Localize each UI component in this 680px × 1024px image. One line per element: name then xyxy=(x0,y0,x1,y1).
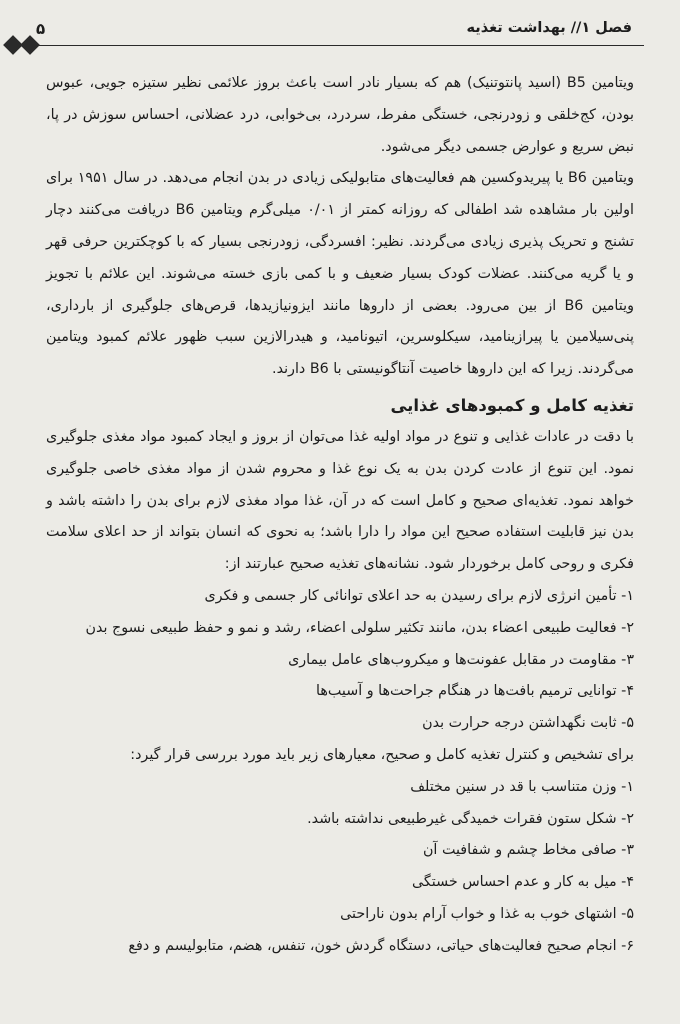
list-item: ۶- انجام صحیح فعالیت‌های حیاتی، دستگاه گردش خون، تنفس، هضم، متابولیسم و دفع xyxy=(128,937,634,954)
list-item: ۲- فعالیت طبیعی اعضاء بدن، مانند تکثیر سلولی اعضاء، رشد و نمو و حفظ طبیعی نسوج بدن xyxy=(85,619,634,636)
list-item: ۳- صافی مخاط چشم و شفافیت آن xyxy=(422,842,634,859)
list-item: ۴- توانایی ترمیم بافت‌ها در هنگام جراحت‌ها و آسیب‌ها xyxy=(315,683,634,700)
section-heading: تغذیه کامل و کمبودهای غذایی xyxy=(390,395,634,415)
criteria-intro: برای تشخیص و کنترل تغذیه کامل و صحیح، معیارهای زیر باید مورد بررسی قرار گیرد: xyxy=(130,746,634,763)
list-item: ۴- میل به کار و عدم احساس خستگی xyxy=(411,874,634,891)
section-paragraph: با دقت در عادات غذایی و تنوع در مواد اولیه غذا می‌توان از بروز و ایجاد کمبود مواد مغذی جلوگیری نمود. این تنوع از عادت کردن بدن به یک نوع غذا و محروم شدن از مواد مغذی خاصی جلوگیری خواهد نمود. تغذیه‌ای صحیح و کامل است که در آن، غذا مواد مغذی لازم برای بدن را داشته باشد و بدن نیز قابلیت استفاده صحیح این مواد را دارا باشد؛ به نحوی که انسان بتواند از حد اعلای سلامت فکری و روحی کامل برخوردار شود. نشانه‌های تغذیه صحیح عبارتند از: xyxy=(46,428,634,573)
list-item: ۵- اشتهای خوب به غذا و خواب آرام بدون ناراحتی xyxy=(340,905,634,922)
body-text xyxy=(46,68,634,963)
list-item: ۱- تأمین انرژی لازم برای رسیدن به حد اعلای توانائی کار جسمی و فکری xyxy=(204,587,634,604)
paragraph-vitamin-b5: ویتامین B5 (اسید پانتوتنیک) هم که بسیار نادر است باعث بروز علائمی نظیر ستیزه جویی، عبوس بودن، کج‌خلقی و زودرنجی، خستگی مفرط، سردرد، بی‌خوابی، درد عضلانی، احساس سوزش در پا، نبض سریع و عوارض جسمی دیگر می‌شود. xyxy=(46,75,634,155)
list-item: ۳- مقاومت در مقابل عفونت‌ها و میکروب‌های عامل بیماری xyxy=(288,651,634,668)
page-number: ۵ xyxy=(36,20,46,38)
signs-list xyxy=(46,581,634,740)
list-item: ۲- شکل ستون فقرات خمیدگی غیرطبیعی نداشته باشد. xyxy=(307,810,634,827)
paragraph-vitamin-b6: ویتامین B6 یا پیریدوکسین هم فعالیت‌های متابولیکی زیادی در بدن انجام می‌دهد. در سال ۱۹۵۱ برای اولین بار مشاهده شد اطفالی که روزانه کمتر از ۰/۰۱ میلی‌گرم ویتامین B6 دریافت می‌کنند دچار تشنج و تحریک پذیری زیادی می‌گردند. نظیر: افسردگی، زودرنجی بسیار که با کوچکترین حرفی قهر و یا گریه می‌کنند. عضلات کودک بسیار ضعیف و با کمی بازی خسته می‌شوند. این علائم با تجویز ویتامین B6 از بین می‌رود. بعضی از داروها مانند ایزونیازیدها، قرص‌های جلوگیری از بارداری، پنی‌سیلامین یا پیرازینامید، سیکلوسرین، اتیونامید، و هیدرالازین سبب ظهور علائم کمبود ویتامین می‌گردند. زیرا که این داروها خاصیت آنتاگونیستی با B6 دارند. xyxy=(46,170,635,378)
page-header xyxy=(36,14,644,48)
header-rule xyxy=(36,45,644,46)
list-item: ۱- وزن متناسب با قد در سنین مختلف xyxy=(410,778,634,795)
chapter-title: فصل ۱// بهداشت تغذیه xyxy=(466,20,632,36)
list-item: ۵- ثابت نگهداشتن درجه حرارت بدن xyxy=(422,715,634,732)
criteria-list xyxy=(46,772,634,963)
diamond-ornament-icon xyxy=(20,35,40,55)
